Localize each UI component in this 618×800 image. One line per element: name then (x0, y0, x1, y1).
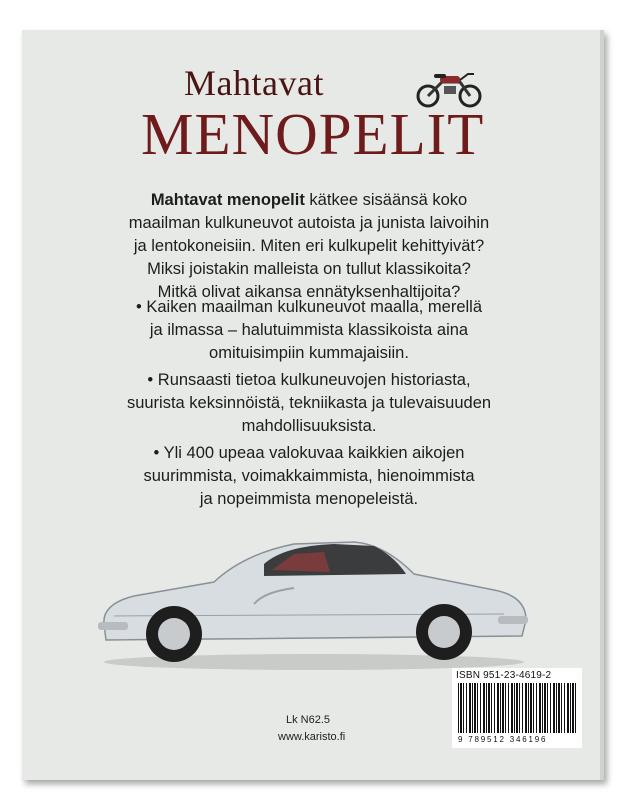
title-main: MENOPELIT (141, 101, 485, 167)
barcode-icon (458, 683, 576, 733)
bullet-line: • Runsaasti tietoa kulkuneuvojen historiasta, (147, 371, 471, 389)
bullet-line: ja nopeimmista menopeleistä. (199, 490, 419, 508)
intro-paragraph (0, 189, 618, 304)
bullet-line: ja ilmassa – halutuimmista klassikoista aina (149, 321, 469, 339)
intro-bold: Mahtavat menopelit (150, 191, 305, 209)
isbn-text: ISBN 951-23-4619-2 (456, 670, 552, 681)
intro-line: ja lentokoneisiin. Miten eri kulkupelit kehittyivät? (133, 237, 485, 255)
bullet-2 (0, 369, 618, 438)
bullet-line: suurimmista, voimakkaimmista, hienoimmista (143, 467, 475, 485)
bullet-line: omituisimpiin kummajaisiin. (209, 344, 409, 362)
intro-line: Mitkä olivat aikansa ennätyksenhaltijoita? (157, 283, 461, 301)
bullet-line: suurista keksinnöistä, tekniikasta ja tulevaisuuden (126, 394, 492, 412)
bullet-line: • Yli 400 upeaa valokuvaa kaikkien aikojen (153, 444, 465, 462)
car-image (94, 524, 534, 674)
bullet-line: • Kaiken maailman kulkuneuvot maalla, merellä (135, 298, 483, 316)
bullet-1 (0, 296, 618, 365)
publisher-url: www.karisto.fi (278, 731, 346, 743)
intro-line: kätkee sisäänsä koko (304, 191, 468, 209)
title-top: Mahtavat (184, 63, 324, 103)
intro-line: maailman kulkuneuvot autoista ja junista laivoihin (128, 214, 490, 232)
lk-code: Lk N62.5 (286, 714, 331, 726)
intro-line: Miksi joistakin malleista on tullut klassikoita? (147, 260, 471, 278)
bullet-3 (0, 442, 618, 511)
barcode-box (452, 668, 582, 748)
barcode-digits: 9 789512 346196 (458, 735, 548, 744)
bullet-line: mahdollisuuksista. (241, 417, 377, 435)
